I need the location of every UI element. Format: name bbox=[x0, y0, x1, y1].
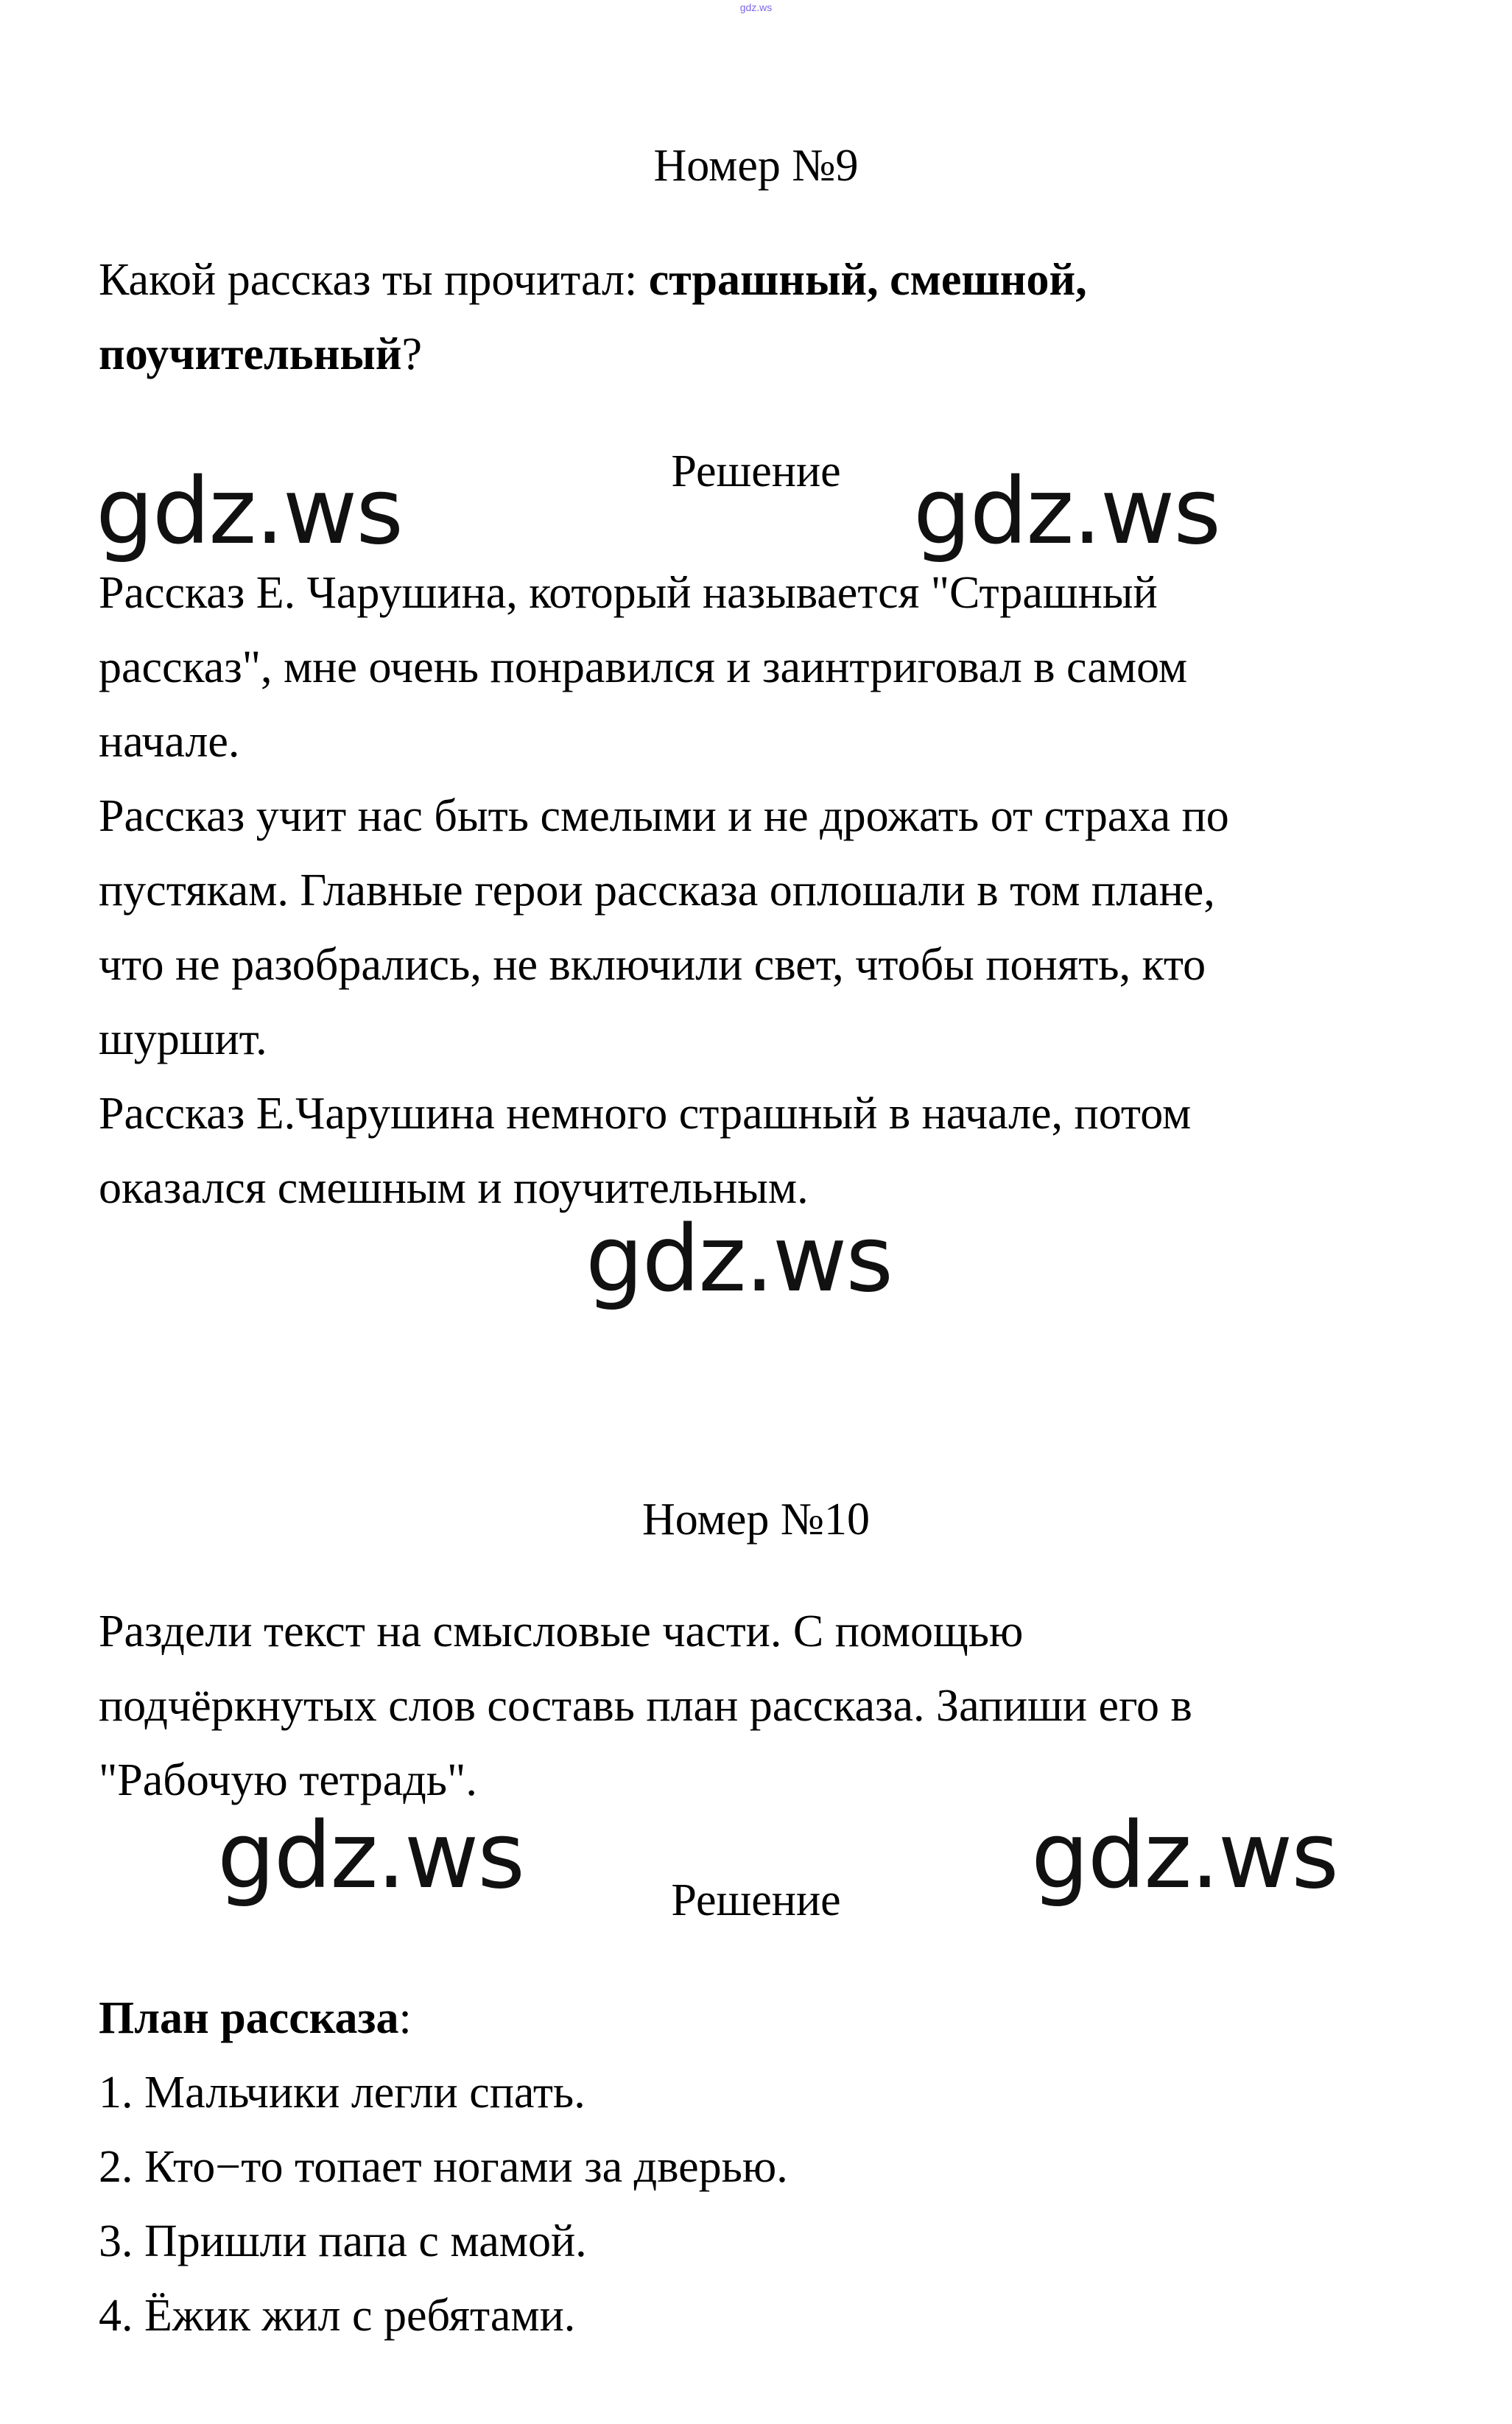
answer-line: Рассказ учит нас быть смелыми и не дрожать от страха по bbox=[99, 791, 1229, 841]
plan-heading-text: План рассказа bbox=[99, 1993, 399, 2043]
task-9-question-line-1 bbox=[99, 243, 1424, 317]
answer-line: Рассказ Е. Чарушина, который называется "Страшный bbox=[99, 568, 1158, 618]
site-mark: gdz.ws bbox=[739, 1, 773, 13]
answer-line: оказался смешным и поучительным. bbox=[99, 1163, 809, 1213]
watermark: gdz.ws bbox=[913, 459, 1220, 565]
watermark: gdz.ws bbox=[217, 1803, 524, 1909]
task-10-plan bbox=[99, 1981, 1424, 2353]
task-9-question bbox=[99, 243, 1424, 392]
task-10-solution-label: Решение bbox=[671, 1875, 841, 1925]
plan-item: 1. Мальчики легли спать. bbox=[99, 2068, 586, 2118]
question-mark: ? bbox=[401, 329, 422, 379]
task-10-question bbox=[99, 1595, 1424, 1818]
answer-line: что не разобрались, не включили свет, чтобы понять, кто bbox=[99, 940, 1206, 990]
answer-line: шуршит. bbox=[99, 1014, 267, 1064]
answer-line: пустякам. Главные герои рассказа оплошали в том плане, bbox=[99, 865, 1215, 916]
answer-line: Рассказ Е.Чарушина немного страшный в начале, потом bbox=[99, 1089, 1192, 1139]
plan-item: 2. Кто−то топает ногами за дверью. bbox=[99, 2142, 788, 2192]
task-9-answer bbox=[99, 556, 1424, 1226]
question-options: страшный, смешной, bbox=[648, 255, 1087, 305]
plan-item: 4. Ёжик жил с ребятами. bbox=[99, 2291, 576, 2341]
task-9-solution-label: Решение bbox=[671, 446, 841, 496]
plan-heading-colon: : bbox=[398, 1993, 412, 2043]
answer-line: начале. bbox=[99, 717, 240, 767]
task-9-title: Номер №9 bbox=[653, 141, 859, 191]
question-line: "Рабочую тетрадь". bbox=[99, 1755, 477, 1805]
task-9-question-line-2 bbox=[99, 317, 1424, 392]
question-options: поучительный bbox=[99, 329, 402, 379]
watermark: gdz.ws bbox=[1031, 1803, 1337, 1909]
answer-line: рассказ", мне очень понравился и заинтриговал в самом bbox=[99, 642, 1188, 692]
watermark: gdz.ws bbox=[96, 459, 402, 565]
question-text: Какой рассказ ты прочитал: bbox=[99, 255, 649, 305]
task-10-title: Номер №10 bbox=[641, 1494, 870, 1545]
watermark: gdz.ws bbox=[586, 1206, 892, 1313]
plan-item: 3. Пришли папа с мамой. bbox=[99, 2216, 587, 2266]
question-line: подчёркнутых слов составь план рассказа. Запиши его в bbox=[99, 1681, 1192, 1731]
plan-heading bbox=[99, 1981, 1424, 2056]
question-line: Раздели текст на смысловые части. С помощью bbox=[99, 1606, 1024, 1657]
